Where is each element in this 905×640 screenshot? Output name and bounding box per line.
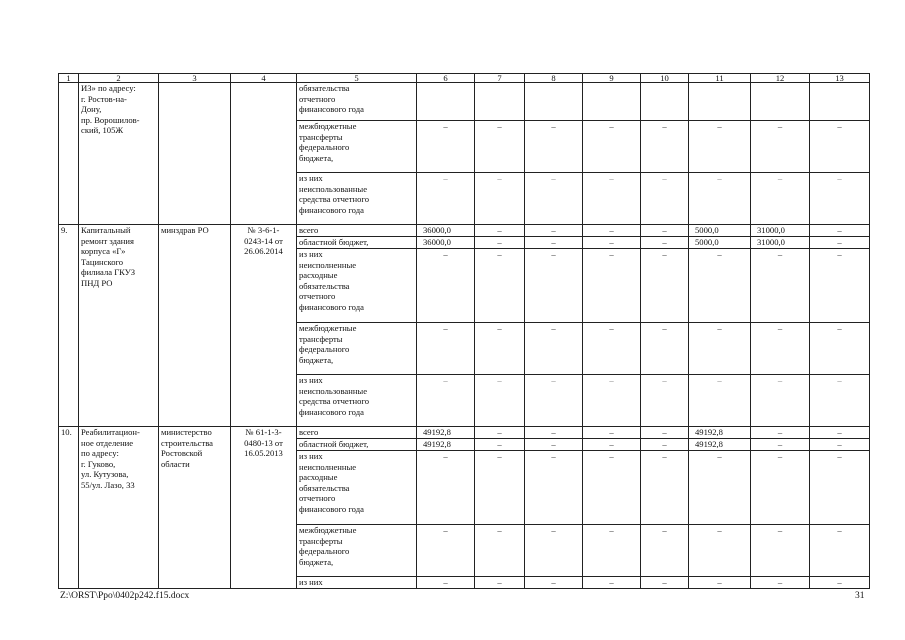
- value-cell: –: [583, 323, 641, 375]
- value-cell: 31000,0: [751, 237, 810, 249]
- indicator-label-cell: обязательства отчетного финансового года: [297, 83, 417, 121]
- value-cell: –: [641, 451, 689, 525]
- value-cell: –: [689, 121, 751, 173]
- value-cell: –: [751, 451, 810, 525]
- value-cell: –: [810, 237, 870, 249]
- value-cell: –: [751, 439, 810, 451]
- value-cell: –: [689, 451, 751, 525]
- value-cell: –: [417, 451, 475, 525]
- header-cell: 12: [751, 74, 810, 83]
- value-cell: 5000,0: [689, 225, 751, 237]
- value-cell: –: [525, 323, 583, 375]
- object-name-cell: ИЗ» по адресу: г. Ростов-на- Дону, пр. Ворошилов- ский, 105Ж: [79, 83, 159, 225]
- value-cell: –: [475, 577, 525, 589]
- empty-cell: [641, 83, 689, 121]
- empty-cell: [525, 83, 583, 121]
- value-cell: –: [525, 525, 583, 577]
- footer-file-path: Z:\ORST\Ppo\0402p242.f15.docx: [60, 591, 190, 601]
- value-cell: –: [525, 375, 583, 427]
- value-cell: 49192,8: [417, 427, 475, 439]
- indicator-label-cell: из них неиспользованные средства отчетного финансового года: [297, 173, 417, 225]
- value-cell: –: [583, 375, 641, 427]
- empty-cell: [417, 83, 475, 121]
- value-cell: –: [525, 427, 583, 439]
- value-cell: –: [417, 577, 475, 589]
- value-cell: –: [417, 323, 475, 375]
- row-number-cell: 9.: [59, 225, 79, 427]
- value-cell: –: [751, 323, 810, 375]
- value-cell: –: [641, 121, 689, 173]
- value-cell: –: [810, 121, 870, 173]
- value-cell: –: [689, 173, 751, 225]
- value-cell: –: [810, 451, 870, 525]
- value-cell: –: [475, 525, 525, 577]
- value-cell: –: [475, 375, 525, 427]
- value-cell: –: [751, 577, 810, 589]
- value-cell: –: [689, 249, 751, 323]
- value-cell: –: [525, 237, 583, 249]
- value-cell: –: [583, 225, 641, 237]
- table-row: [59, 83, 870, 121]
- value-cell: –: [583, 237, 641, 249]
- document-cell: № 61-1-3- 0480-13 от 16.05.2013: [231, 427, 297, 589]
- value-cell: –: [641, 249, 689, 323]
- page-number: 31: [855, 591, 865, 601]
- value-cell: –: [583, 173, 641, 225]
- value-cell: 49192,8: [689, 427, 751, 439]
- value-cell: –: [810, 375, 870, 427]
- value-cell: –: [751, 249, 810, 323]
- value-cell: –: [751, 427, 810, 439]
- header-cell: 8: [525, 74, 583, 83]
- value-cell: –: [751, 121, 810, 173]
- value-cell: –: [525, 173, 583, 225]
- value-cell: –: [475, 121, 525, 173]
- value-cell: –: [810, 439, 870, 451]
- value-cell: –: [810, 525, 870, 577]
- header-row: [59, 74, 870, 83]
- value-cell: –: [641, 577, 689, 589]
- header-cell: 1: [59, 74, 79, 83]
- empty-cell: [689, 83, 751, 121]
- value-cell: 31000,0: [751, 225, 810, 237]
- value-cell: –: [475, 427, 525, 439]
- indicator-label-cell: межбюджетные трансферты федерального бюджета,: [297, 525, 417, 577]
- value-cell: –: [525, 249, 583, 323]
- document-cell: № 3-6-1- 0243-14 от 26.06.2014: [231, 225, 297, 427]
- value-cell: –: [641, 237, 689, 249]
- value-cell: –: [475, 225, 525, 237]
- customer-cell: минздрав РО: [159, 225, 231, 427]
- table-row: [59, 427, 870, 439]
- value-cell: 5000,0: [689, 237, 751, 249]
- value-cell: –: [810, 427, 870, 439]
- header-cell: 5: [297, 74, 417, 83]
- indicator-label-cell: областной бюджет,: [297, 237, 417, 249]
- value-cell: –: [475, 323, 525, 375]
- indicator-label-cell: всего: [297, 225, 417, 237]
- value-cell: –: [810, 225, 870, 237]
- header-cell: 9: [583, 74, 641, 83]
- budget-table: [58, 73, 870, 589]
- value-cell: –: [417, 525, 475, 577]
- value-cell: –: [525, 121, 583, 173]
- header-cell: 6: [417, 74, 475, 83]
- value-cell: –: [525, 225, 583, 237]
- value-cell: –: [475, 237, 525, 249]
- value-cell: –: [689, 323, 751, 375]
- value-cell: –: [583, 439, 641, 451]
- value-cell: –: [417, 375, 475, 427]
- value-cell: –: [583, 577, 641, 589]
- header-cell: 3: [159, 74, 231, 83]
- value-cell: –: [583, 249, 641, 323]
- value-cell: –: [641, 173, 689, 225]
- header-cell: 4: [231, 74, 297, 83]
- value-cell: 36000,0: [417, 225, 475, 237]
- value-cell: –: [810, 249, 870, 323]
- indicator-label-cell: межбюджетные трансферты федерального бюджета,: [297, 323, 417, 375]
- empty-cell: [751, 83, 810, 121]
- indicator-label-cell: межбюджетные трансферты федерального бюджета,: [297, 121, 417, 173]
- value-cell: –: [810, 173, 870, 225]
- value-cell: –: [583, 121, 641, 173]
- value-cell: –: [689, 375, 751, 427]
- document-cell: [231, 83, 297, 225]
- value-cell: –: [751, 375, 810, 427]
- value-cell: –: [641, 375, 689, 427]
- empty-cell: [583, 83, 641, 121]
- value-cell: –: [751, 173, 810, 225]
- value-cell: 49192,8: [689, 439, 751, 451]
- customer-cell: министерство строительства Ростовской области: [159, 427, 231, 589]
- value-cell: –: [475, 173, 525, 225]
- indicator-label-cell: из них неисполненные расходные обязательства отчетного финансового года: [297, 451, 417, 525]
- value-cell: –: [641, 525, 689, 577]
- value-cell: –: [810, 577, 870, 589]
- value-cell: –: [810, 323, 870, 375]
- indicator-label-cell: всего: [297, 427, 417, 439]
- indicator-label-cell: областной бюджет,: [297, 439, 417, 451]
- empty-cell: [810, 83, 870, 121]
- value-cell: –: [525, 439, 583, 451]
- value-cell: –: [641, 323, 689, 375]
- header-cell: 13: [810, 74, 870, 83]
- value-cell: –: [475, 451, 525, 525]
- value-cell: –: [751, 525, 810, 577]
- value-cell: –: [689, 577, 751, 589]
- indicator-label-cell: из них: [297, 577, 417, 589]
- value-cell: –: [417, 173, 475, 225]
- value-cell: –: [641, 427, 689, 439]
- value-cell: –: [641, 225, 689, 237]
- value-cell: –: [641, 439, 689, 451]
- value-cell: –: [525, 577, 583, 589]
- value-cell: –: [583, 525, 641, 577]
- value-cell: –: [583, 427, 641, 439]
- header-cell: 7: [475, 74, 525, 83]
- value-cell: 36000,0: [417, 237, 475, 249]
- value-cell: –: [475, 439, 525, 451]
- header-cell: 10: [641, 74, 689, 83]
- table-row: [59, 225, 870, 237]
- value-cell: –: [689, 525, 751, 577]
- indicator-label-cell: из них неиспользованные средства отчетного финансового года: [297, 375, 417, 427]
- row-number-cell: 10.: [59, 427, 79, 589]
- header-cell: 11: [689, 74, 751, 83]
- value-cell: –: [417, 249, 475, 323]
- row-number-cell: [59, 83, 79, 225]
- value-cell: –: [525, 451, 583, 525]
- value-cell: –: [475, 249, 525, 323]
- customer-cell: [159, 83, 231, 225]
- empty-cell: [475, 83, 525, 121]
- header-cell: 2: [79, 74, 159, 83]
- value-cell: 49192,8: [417, 439, 475, 451]
- value-cell: –: [417, 121, 475, 173]
- object-name-cell: Капитальный ремонт здания корпуса «Г» Тацинского филиала ГКУЗ ПНД РО: [79, 225, 159, 427]
- indicator-label-cell: из них неисполненные расходные обязательства отчетного финансового года: [297, 249, 417, 323]
- value-cell: –: [583, 451, 641, 525]
- object-name-cell: Реабилитацион- ное отделение по адресу: г. Гуково, ул. Кутузова, 55/ул. Лазо, 33: [79, 427, 159, 589]
